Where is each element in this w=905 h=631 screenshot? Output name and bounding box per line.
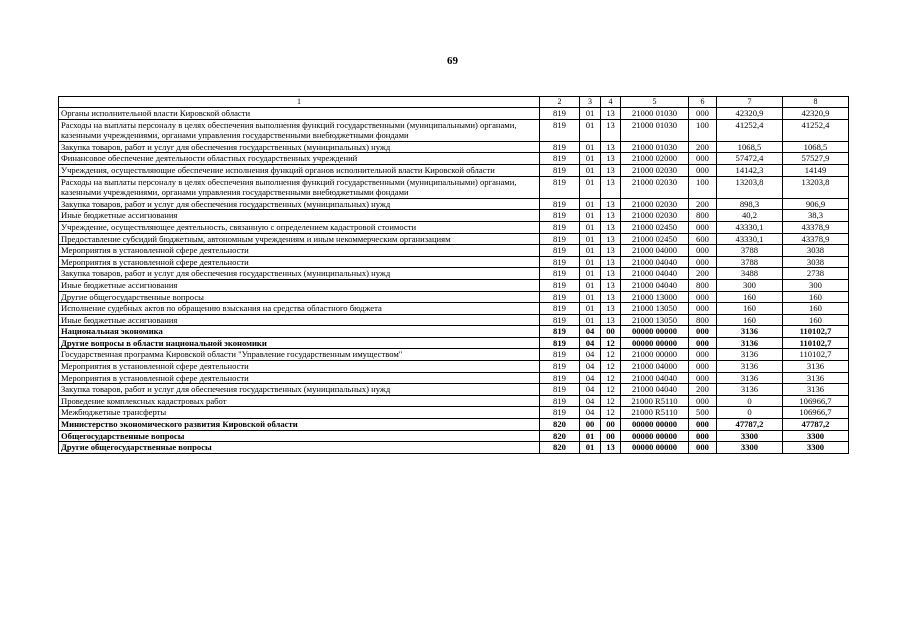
amount-year1-cell: 1068,5 — [717, 141, 783, 153]
amount-year2-cell: 42320,9 — [783, 108, 849, 120]
target-article-cell: 21000 01030 — [621, 119, 689, 141]
expense-type-cell: 100 — [689, 119, 717, 141]
ministry-code-cell: 819 — [540, 279, 580, 291]
amount-year1-cell: 43330,1 — [717, 221, 783, 233]
ministry-code-cell: 819 — [540, 291, 580, 303]
amount-year2-cell: 14149 — [783, 164, 849, 176]
target-article-cell: 21000 04040 — [621, 372, 689, 384]
amount-year1-cell: 3300 — [717, 430, 783, 442]
row-name-cell: Мероприятия в установленной сфере деятельности — [59, 361, 540, 373]
ministry-code-cell: 820 — [540, 430, 580, 442]
section-cell: 04 — [580, 407, 601, 419]
table-row — [59, 153, 849, 165]
subsection-cell: 12 — [601, 372, 621, 384]
amount-year1-cell: 42320,9 — [717, 108, 783, 120]
column-header: 4 — [601, 97, 621, 108]
ministry-code-cell: 819 — [540, 198, 580, 210]
row-name-cell: Другие общегосударственные вопросы — [59, 442, 540, 454]
expense-type-cell: 200 — [689, 198, 717, 210]
ministry-code-cell: 819 — [540, 314, 580, 326]
amount-year2-cell: 160 — [783, 303, 849, 315]
ministry-code-cell: 820 — [540, 442, 580, 454]
table-row — [59, 233, 849, 245]
target-article-cell: 21000 04040 — [621, 268, 689, 280]
table-row — [59, 326, 849, 338]
table-row — [59, 395, 849, 407]
section-cell: 04 — [580, 326, 601, 338]
row-name-cell: Проведение комплексных кадастровых работ — [59, 395, 540, 407]
table-row — [59, 164, 849, 176]
subsection-cell: 12 — [601, 384, 621, 396]
table-row — [59, 119, 849, 141]
row-name-cell: Другие общегосударственные вопросы — [59, 291, 540, 303]
table-row — [59, 314, 849, 326]
amount-year2-cell: 3300 — [783, 442, 849, 454]
row-name-cell: Закупка товаров, работ и услуг для обеспечения государственных (муниципальных) нужд — [59, 384, 540, 396]
table-row — [59, 349, 849, 361]
target-article-cell: 00000 00000 — [621, 419, 689, 431]
amount-year1-cell: 13203,8 — [717, 176, 783, 198]
table-row — [59, 407, 849, 419]
expense-type-cell: 000 — [689, 256, 717, 268]
budget-table — [58, 96, 849, 454]
target-article-cell: 21000 13050 — [621, 303, 689, 315]
target-article-cell: 21000 04040 — [621, 384, 689, 396]
subsection-cell: 13 — [601, 268, 621, 280]
expense-type-cell: 200 — [689, 141, 717, 153]
section-cell: 01 — [580, 108, 601, 120]
ministry-code-cell: 819 — [540, 164, 580, 176]
row-name-cell: Закупка товаров, работ и услуг для обеспечения государственных (муниципальных) нужд — [59, 198, 540, 210]
target-article-cell: 21000 04040 — [621, 279, 689, 291]
section-cell: 01 — [580, 430, 601, 442]
expense-type-cell: 000 — [689, 326, 717, 338]
target-article-cell: 21000 02030 — [621, 164, 689, 176]
amount-year2-cell: 38,3 — [783, 210, 849, 222]
ministry-code-cell: 820 — [540, 419, 580, 431]
row-name-cell: Учреждения, осуществляющие обеспечение исполнения функций органов исполнительной власти Кировской области — [59, 164, 540, 176]
section-cell: 01 — [580, 233, 601, 245]
target-article-cell: 21000 13000 — [621, 291, 689, 303]
subsection-cell: 13 — [601, 279, 621, 291]
section-cell: 01 — [580, 303, 601, 315]
subsection-cell: 00 — [601, 419, 621, 431]
table-row — [59, 384, 849, 396]
ministry-code-cell: 819 — [540, 337, 580, 349]
row-name-cell: Органы исполнительной власти Кировской области — [59, 108, 540, 120]
target-article-cell: 21000 02000 — [621, 153, 689, 165]
subsection-cell: 13 — [601, 291, 621, 303]
section-cell: 04 — [580, 337, 601, 349]
amount-year1-cell: 160 — [717, 314, 783, 326]
expense-type-cell: 000 — [689, 245, 717, 257]
section-cell: 00 — [580, 419, 601, 431]
ministry-code-cell: 819 — [540, 210, 580, 222]
subsection-cell: 13 — [601, 245, 621, 257]
subsection-cell: 13 — [601, 119, 621, 141]
target-article-cell: 21000 02030 — [621, 198, 689, 210]
row-name-cell: Исполнение судебных актов по обращению взыскания на средства областного бюджета — [59, 303, 540, 315]
target-article-cell: 21000 01030 — [621, 141, 689, 153]
column-header: 7 — [717, 97, 783, 108]
table-row — [59, 221, 849, 233]
amount-year2-cell: 110102,7 — [783, 349, 849, 361]
row-name-cell: Государственная программа Кировской области "Управление государственным имуществом" — [59, 349, 540, 361]
amount-year1-cell: 3488 — [717, 268, 783, 280]
subsection-cell: 00 — [601, 326, 621, 338]
column-header: 5 — [621, 97, 689, 108]
amount-year1-cell: 41252,4 — [717, 119, 783, 141]
row-name-cell: Финансовое обеспечение деятельности областных государственных учреждений — [59, 153, 540, 165]
expense-type-cell: 000 — [689, 395, 717, 407]
subsection-cell: 13 — [601, 153, 621, 165]
section-cell: 04 — [580, 372, 601, 384]
subsection-cell: 13 — [601, 314, 621, 326]
expense-type-cell: 000 — [689, 337, 717, 349]
amount-year2-cell: 13203,8 — [783, 176, 849, 198]
column-header: 8 — [783, 97, 849, 108]
subsection-cell: 13 — [601, 233, 621, 245]
column-header: 6 — [689, 97, 717, 108]
amount-year2-cell: 1068,5 — [783, 141, 849, 153]
amount-year1-cell: 3788 — [717, 256, 783, 268]
table-row — [59, 337, 849, 349]
expense-type-cell: 000 — [689, 442, 717, 454]
amount-year1-cell: 0 — [717, 395, 783, 407]
section-cell: 01 — [580, 442, 601, 454]
column-header: 3 — [580, 97, 601, 108]
target-article-cell: 00000 00000 — [621, 430, 689, 442]
amount-year2-cell: 3038 — [783, 245, 849, 257]
row-name-cell: Закупка товаров, работ и услуг для обеспечения государственных (муниципальных) нужд — [59, 141, 540, 153]
amount-year2-cell: 3136 — [783, 384, 849, 396]
table-row — [59, 198, 849, 210]
ministry-code-cell: 819 — [540, 233, 580, 245]
amount-year1-cell: 0 — [717, 407, 783, 419]
expense-type-cell: 600 — [689, 233, 717, 245]
subsection-cell: 12 — [601, 349, 621, 361]
ministry-code-cell: 819 — [540, 176, 580, 198]
table-row — [59, 442, 849, 454]
table-row — [59, 303, 849, 315]
ministry-code-cell: 819 — [540, 141, 580, 153]
amount-year1-cell: 3136 — [717, 337, 783, 349]
table-row — [59, 141, 849, 153]
row-name-cell: Иные бюджетные ассигнования — [59, 279, 540, 291]
row-name-cell: Общегосударственные вопросы — [59, 430, 540, 442]
amount-year2-cell: 43378,9 — [783, 233, 849, 245]
section-cell: 01 — [580, 256, 601, 268]
section-cell: 01 — [580, 268, 601, 280]
expense-type-cell: 000 — [689, 164, 717, 176]
section-cell: 01 — [580, 314, 601, 326]
table-row — [59, 210, 849, 222]
amount-year1-cell: 3136 — [717, 372, 783, 384]
target-article-cell: 21000 02450 — [621, 221, 689, 233]
amount-year2-cell: 41252,4 — [783, 119, 849, 141]
table-row — [59, 256, 849, 268]
ministry-code-cell: 819 — [540, 349, 580, 361]
subsection-cell: 13 — [601, 210, 621, 222]
target-article-cell: 21000 04000 — [621, 361, 689, 373]
amount-year1-cell: 43330,1 — [717, 233, 783, 245]
expense-type-cell: 000 — [689, 430, 717, 442]
expense-type-cell: 200 — [689, 268, 717, 280]
ministry-code-cell: 819 — [540, 153, 580, 165]
row-name-cell: Иные бюджетные ассигнования — [59, 314, 540, 326]
amount-year1-cell: 14142,3 — [717, 164, 783, 176]
section-cell: 01 — [580, 119, 601, 141]
row-name-cell: Мероприятия в установленной сфере деятельности — [59, 372, 540, 384]
target-article-cell: 00000 00000 — [621, 442, 689, 454]
ministry-code-cell: 819 — [540, 326, 580, 338]
section-cell: 01 — [580, 291, 601, 303]
subsection-cell: 13 — [601, 176, 621, 198]
subsection-cell: 12 — [601, 361, 621, 373]
expense-type-cell: 000 — [689, 221, 717, 233]
expense-type-cell: 000 — [689, 361, 717, 373]
amount-year2-cell: 106966,7 — [783, 395, 849, 407]
section-cell: 04 — [580, 395, 601, 407]
table-row — [59, 430, 849, 442]
section-cell: 01 — [580, 245, 601, 257]
amount-year2-cell: 3136 — [783, 372, 849, 384]
amount-year1-cell: 3136 — [717, 361, 783, 373]
amount-year2-cell: 3136 — [783, 361, 849, 373]
row-name-cell: Другие вопросы в области национальной экономики — [59, 337, 540, 349]
amount-year1-cell: 3788 — [717, 245, 783, 257]
subsection-cell: 12 — [601, 395, 621, 407]
section-cell: 01 — [580, 176, 601, 198]
expense-type-cell: 800 — [689, 279, 717, 291]
amount-year1-cell: 3136 — [717, 384, 783, 396]
ministry-code-cell: 819 — [540, 256, 580, 268]
amount-year2-cell: 43378,9 — [783, 221, 849, 233]
section-cell: 01 — [580, 198, 601, 210]
row-name-cell: Иные бюджетные ассигнования — [59, 210, 540, 222]
amount-year2-cell: 110102,7 — [783, 337, 849, 349]
table-row — [59, 245, 849, 257]
table-row — [59, 279, 849, 291]
row-name-cell: Закупка товаров, работ и услуг для обеспечения государственных (муниципальных) нужд — [59, 268, 540, 280]
section-cell: 01 — [580, 210, 601, 222]
subsection-cell: 13 — [601, 221, 621, 233]
expense-type-cell: 800 — [689, 210, 717, 222]
expense-type-cell: 000 — [689, 303, 717, 315]
row-name-cell: Межбюджетные трансферты — [59, 407, 540, 419]
amount-year1-cell: 3136 — [717, 349, 783, 361]
table-row — [59, 108, 849, 120]
ministry-code-cell: 819 — [540, 361, 580, 373]
target-article-cell: 21000 00000 — [621, 349, 689, 361]
amount-year2-cell: 110102,7 — [783, 326, 849, 338]
amount-year1-cell: 160 — [717, 291, 783, 303]
target-article-cell: 21000 R5110 — [621, 407, 689, 419]
target-article-cell: 21000 01030 — [621, 108, 689, 120]
ministry-code-cell: 819 — [540, 395, 580, 407]
table-row — [59, 419, 849, 431]
amount-year2-cell: 3300 — [783, 430, 849, 442]
expense-type-cell: 000 — [689, 108, 717, 120]
row-name-cell: Учреждение, осуществляющее деятельность, связанную с определением кадастровой стоимости — [59, 221, 540, 233]
expense-type-cell: 000 — [689, 291, 717, 303]
amount-year1-cell: 3136 — [717, 326, 783, 338]
ministry-code-cell: 819 — [540, 372, 580, 384]
subsection-cell: 12 — [601, 337, 621, 349]
expense-type-cell: 800 — [689, 314, 717, 326]
subsection-cell: 13 — [601, 198, 621, 210]
expense-type-cell: 200 — [689, 384, 717, 396]
ministry-code-cell: 819 — [540, 221, 580, 233]
subsection-cell: 13 — [601, 164, 621, 176]
table-row — [59, 176, 849, 198]
amount-year1-cell: 57472,4 — [717, 153, 783, 165]
page-number: 69 — [447, 55, 458, 67]
target-article-cell: 21000 R5110 — [621, 395, 689, 407]
row-name-cell: Мероприятия в установленной сфере деятельности — [59, 256, 540, 268]
amount-year2-cell: 2738 — [783, 268, 849, 280]
section-cell: 01 — [580, 141, 601, 153]
subsection-cell: 13 — [601, 442, 621, 454]
target-article-cell: 00000 00000 — [621, 326, 689, 338]
ministry-code-cell: 819 — [540, 268, 580, 280]
ministry-code-cell: 819 — [540, 384, 580, 396]
table-row — [59, 361, 849, 373]
subsection-cell: 13 — [601, 108, 621, 120]
target-article-cell: 21000 04040 — [621, 256, 689, 268]
row-name-cell: Национальная экономика — [59, 326, 540, 338]
row-name-cell: Расходы на выплаты персоналу в целях обеспечения выполнения функций государственными (муниципальными) органами, казенными учреждениями, органами управления государственными внебюджетными фондами — [59, 176, 540, 198]
row-name-cell: Предоставление субсидий бюджетным, автономным учреждениям и иным некоммерческим организациям — [59, 233, 540, 245]
section-cell: 04 — [580, 361, 601, 373]
amount-year2-cell: 57527,9 — [783, 153, 849, 165]
row-name-cell: Мероприятия в установленной сфере деятельности — [59, 245, 540, 257]
target-article-cell: 21000 02450 — [621, 233, 689, 245]
amount-year1-cell: 3300 — [717, 442, 783, 454]
target-article-cell: 21000 04000 — [621, 245, 689, 257]
column-header: 1 — [59, 97, 540, 108]
amount-year1-cell: 40,2 — [717, 210, 783, 222]
row-name-cell: Министерство экономического развития Кировской области — [59, 419, 540, 431]
section-cell: 01 — [580, 221, 601, 233]
ministry-code-cell: 819 — [540, 303, 580, 315]
amount-year2-cell: 300 — [783, 279, 849, 291]
amount-year1-cell: 300 — [717, 279, 783, 291]
amount-year2-cell: 160 — [783, 314, 849, 326]
amount-year2-cell: 47787,2 — [783, 419, 849, 431]
target-article-cell: 21000 02030 — [621, 210, 689, 222]
target-article-cell: 00000 00000 — [621, 337, 689, 349]
subsection-cell: 12 — [601, 407, 621, 419]
table-row — [59, 268, 849, 280]
subsection-cell: 13 — [601, 141, 621, 153]
section-cell: 04 — [580, 384, 601, 396]
amount-year2-cell: 906,9 — [783, 198, 849, 210]
ministry-code-cell: 819 — [540, 407, 580, 419]
expense-type-cell: 100 — [689, 176, 717, 198]
ministry-code-cell: 819 — [540, 245, 580, 257]
column-header: 2 — [540, 97, 580, 108]
subsection-cell: 00 — [601, 430, 621, 442]
subsection-cell: 13 — [601, 256, 621, 268]
amount-year2-cell: 3038 — [783, 256, 849, 268]
ministry-code-cell: 819 — [540, 108, 580, 120]
target-article-cell: 21000 02030 — [621, 176, 689, 198]
row-name-cell: Расходы на выплаты персоналу в целях обеспечения выполнения функций государственными (муниципальными) органами, казенными учреждениями, органами управления государственными внебюджетными фондами — [59, 119, 540, 141]
amount-year1-cell: 898,3 — [717, 198, 783, 210]
section-cell: 01 — [580, 153, 601, 165]
table-body — [59, 97, 849, 454]
section-cell: 04 — [580, 349, 601, 361]
amount-year2-cell: 160 — [783, 291, 849, 303]
amount-year1-cell: 47787,2 — [717, 419, 783, 431]
expense-type-cell: 000 — [689, 419, 717, 431]
table-row — [59, 372, 849, 384]
column-number-row — [59, 97, 849, 108]
expense-type-cell: 000 — [689, 349, 717, 361]
table-row — [59, 291, 849, 303]
amount-year1-cell: 160 — [717, 303, 783, 315]
expense-type-cell: 000 — [689, 153, 717, 165]
expense-type-cell: 000 — [689, 372, 717, 384]
amount-year2-cell: 106966,7 — [783, 407, 849, 419]
section-cell: 01 — [580, 279, 601, 291]
section-cell: 01 — [580, 164, 601, 176]
expense-type-cell: 500 — [689, 407, 717, 419]
subsection-cell: 13 — [601, 303, 621, 315]
target-article-cell: 21000 13050 — [621, 314, 689, 326]
ministry-code-cell: 819 — [540, 119, 580, 141]
